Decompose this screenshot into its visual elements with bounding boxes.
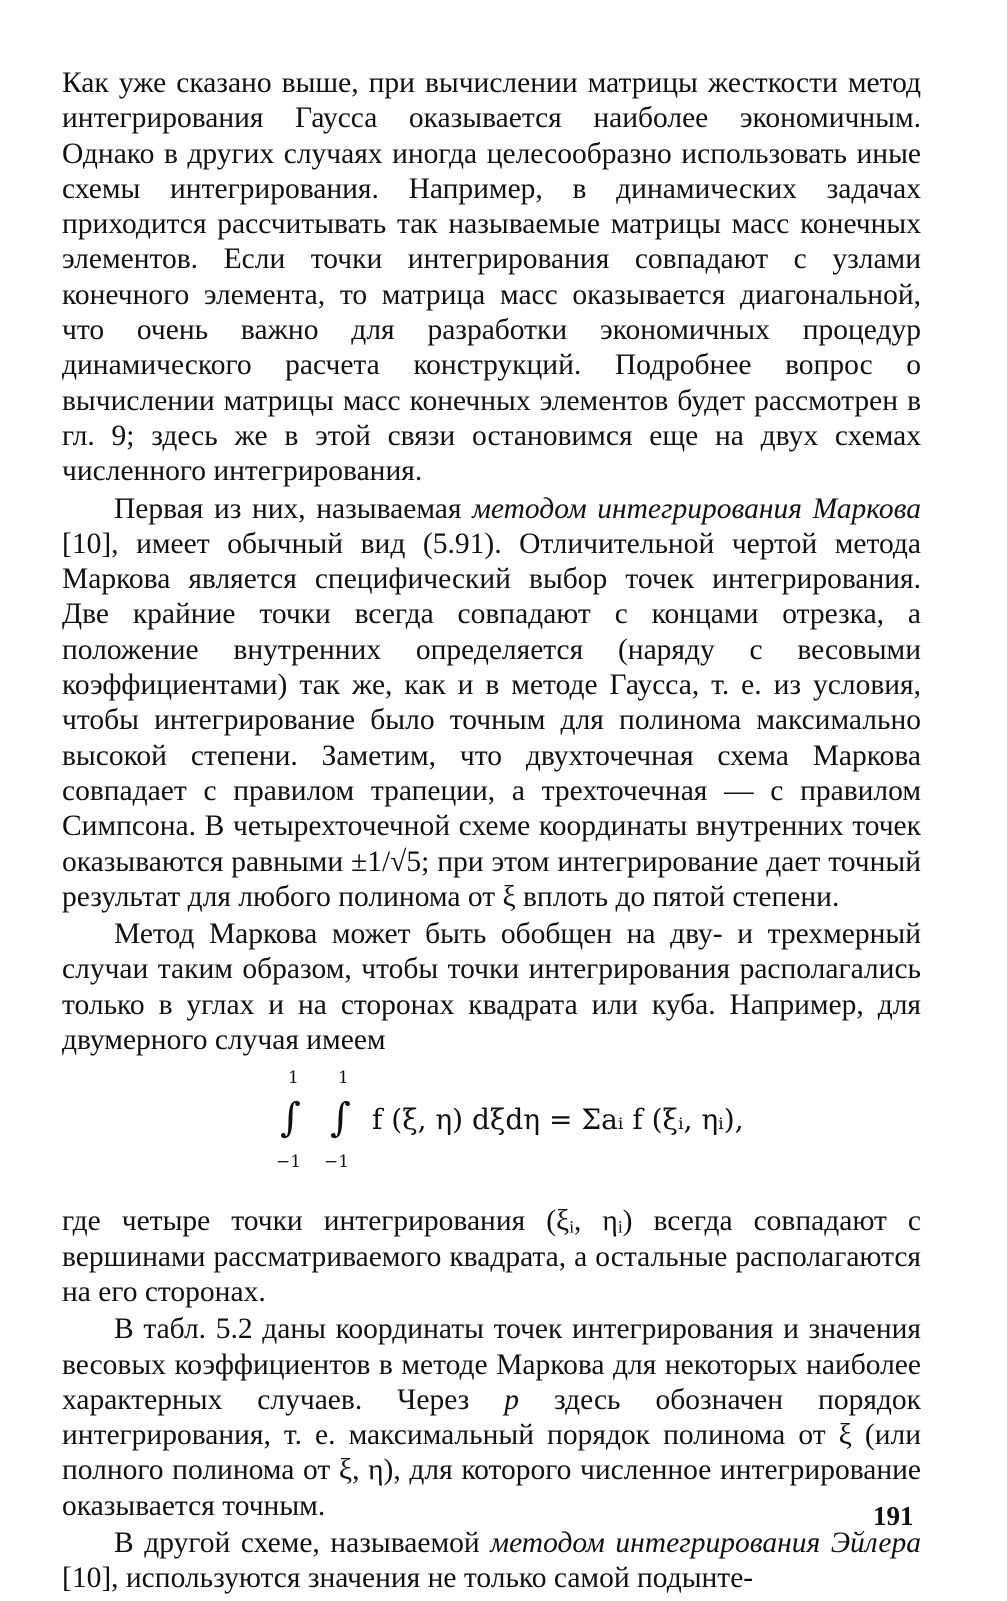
integral-expression: f (ξ, η) dξdη = Σaᵢ f (ξᵢ, ηᵢ), — [372, 1103, 744, 1137]
double-integral-formula — [62, 1068, 921, 1196]
paragraph-2-pre: Первая из них, называемая — [114, 492, 473, 525]
term-euler-method: методом интегрирования Эйлера — [490, 1526, 921, 1559]
term-order-p: p — [504, 1383, 520, 1416]
paragraph-5-post: здесь обозначен порядок интегрирования, т. е. максимальный порядок полинома от ξ (или полного полинома от ξ, η), для которого численное интегрирование оказывается точным. — [62, 1383, 921, 1522]
paragraph-1: Как уже сказано выше, при вычислении матрицы жесткости метод интегрирования Гаусса оказывается наиболее экономичным. Однако в других случаях иногда целесообразно использовать иные схемы интегрирования. Например, в динамических задачах приходится рассчитывать так называемые матрицы масс конечных элементов. Если точки интегрирования совпадают с узлами конечного элемента, то матрица масс оказывается диагональной, что очень важно для разработки экономичных процедур динамического расчета конструкций. Подробнее вопрос о вычислении матрицы масс конечных элементов будет рассмотрен в гл. 9; здесь же в этой связи остановимся еще на двух схемах численного интегрирования. — [62, 67, 921, 488]
upper-limit-1: 1 — [288, 1068, 299, 1089]
paragraph-5 — [62, 1312, 921, 1524]
paragraph-6-pre: В другой схеме, называемой — [114, 1526, 491, 1559]
lower-limit-1: −1 — [276, 1152, 302, 1173]
paragraph-5-pre: В табл. 5.2 даны координаты точек интегрирования и значения весовых коэффициентов в методе Маркова для некоторых наиболее характерных случаев. Через — [62, 1313, 921, 1416]
integral-sign-2: ∫ — [330, 1095, 351, 1142]
upper-limit-2: 1 — [338, 1068, 349, 1089]
paragraph-6-post: [10], используются значения не только самой подынте- — [62, 1562, 754, 1595]
paragraph-2-post: [10], имеет обычный вид (5.91). Отличительной чертой метода Маркова является специфический выбор точек интегрирования. Две крайние точки всегда совпадают с концами отрезка, а положение внутренних определяется (наряду с весовыми коэффициентами) так же, как и в методе Гаусса, т. е. из условия, чтобы интегрирование было точным для полинома максимально высокой степени. Заметим, что двухточечная схема Маркова совпадает с правилом трапеции, а трехточечная — с правилом Симпсона. В четырехточечной схеме координаты внутренних точек оказываются равными ±1/√5; при этом интегрирование дает точный результат для любого полинома от ξ вплоть до пятой степени. — [62, 527, 921, 913]
integral-sign-1: ∫ — [280, 1095, 301, 1142]
page-number: 191 — [873, 1501, 914, 1531]
lower-limit-2: −1 — [324, 1152, 350, 1173]
paragraph-6 — [62, 1526, 921, 1597]
term-markov-method: методом интегрирования Маркова — [472, 492, 922, 525]
paragraph-2 — [62, 492, 921, 916]
paragraph-4: где четыре точки интегрирования (ξᵢ, ηᵢ) всегда совпадают с вершинами рассматриваемого квадрата, а остальные располагаются на его сторонах. — [62, 1205, 921, 1308]
paragraph-3: Метод Маркова может быть обобщен на дву- и трехмерный случаи таким образом, чтобы точки интегрирования располагались только в углах и на сторонах квадрата или куба. Например, для двумерного случая имеем — [62, 918, 921, 1057]
